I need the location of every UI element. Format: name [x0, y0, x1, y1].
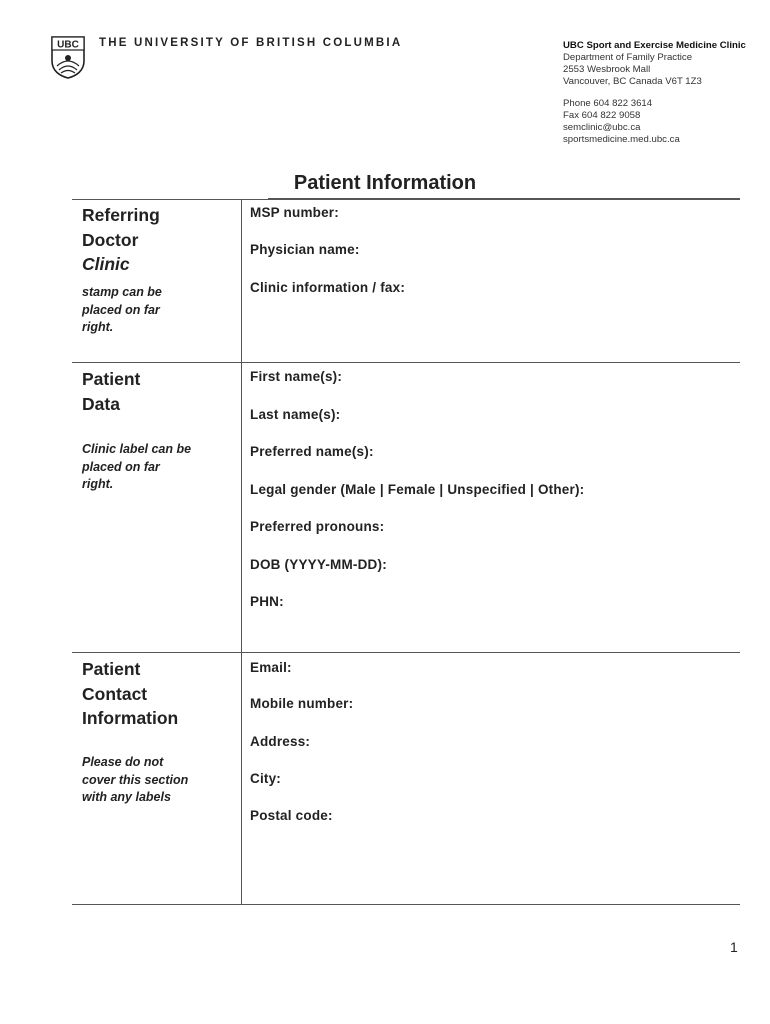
- page-title: Patient Information: [293, 172, 477, 194]
- mobile-number-field[interactable]: Mobile number:: [250, 696, 354, 711]
- university-name: THE UNIVERSITY OF BRITISH COLUMBIA: [99, 37, 403, 49]
- physician-name-field[interactable]: Physician name:: [250, 242, 360, 257]
- clinic-name: UBC Sport and Exercise Medicine Clinic: [563, 40, 746, 51]
- clinic-fax: Fax 604 822 9058: [563, 110, 641, 121]
- contact-title-line-1: Patient: [82, 659, 141, 679]
- address-line-1: 2553 Wesbrook Mall: [563, 64, 651, 75]
- address-line-2: Vancouver, BC Canada V6T 1Z3: [563, 76, 702, 87]
- address-field[interactable]: Address:: [250, 734, 311, 749]
- patient-data-note: Clinic label can be placed on far right.: [82, 442, 192, 491]
- clinic-contact-block: [563, 40, 763, 146]
- contact-title-line-2: Contact: [82, 683, 148, 704]
- department: Department of Family Practice: [563, 52, 693, 63]
- email-field[interactable]: Email:: [250, 660, 292, 675]
- table-bottom-border: [72, 904, 740, 905]
- referring-section-title: [82, 203, 160, 277]
- logo-text: UBC: [57, 39, 79, 51]
- section-divider-2: [72, 652, 740, 653]
- referring-note: stamp can be placed on far right.: [82, 285, 162, 334]
- clinic-information-fax-field[interactable]: Clinic information / fax:: [250, 280, 406, 295]
- referring-title-line-1: Referring: [82, 205, 160, 225]
- referring-title-line-3: Clinic: [82, 254, 130, 274]
- clinic-phone: Phone 604 822 3614: [563, 98, 653, 109]
- column-divider: [241, 199, 242, 904]
- dob-field[interactable]: DOB (YYYY-MM-DD):: [250, 557, 387, 572]
- contact-note: Please do not cover this section with any labels: [82, 755, 189, 804]
- page-number: 1: [730, 939, 738, 955]
- patient-data-title-line-1: Patient: [82, 369, 141, 389]
- phn-field[interactable]: PHN:: [250, 594, 284, 609]
- postal-code-field[interactable]: Postal code:: [250, 808, 333, 823]
- msp-number-field[interactable]: MSP number:: [250, 205, 339, 220]
- referring-title-line-2: Doctor: [82, 229, 139, 250]
- city-field[interactable]: City:: [250, 771, 281, 786]
- clinic-email: semclinic@ubc.ca: [563, 122, 641, 133]
- patient-data-title-line-2: Data: [82, 393, 120, 414]
- preferred-pronouns-field[interactable]: Preferred pronouns:: [250, 519, 385, 534]
- section-divider-1: [72, 362, 740, 363]
- preferred-name-field[interactable]: Preferred name(s):: [250, 444, 374, 459]
- table-top-border: [72, 199, 740, 200]
- contact-section-title: [82, 657, 178, 731]
- patient-data-section-title: [82, 367, 140, 416]
- last-name-field[interactable]: Last name(s):: [250, 407, 341, 422]
- contact-title-line-3: Information: [82, 708, 179, 728]
- clinic-website: sportsmedicine.med.ubc.ca: [563, 134, 680, 145]
- legal-gender-field[interactable]: Legal gender (Male | Female | Unspecified | Other):: [250, 482, 585, 497]
- first-name-field[interactable]: First name(s):: [250, 369, 343, 384]
- ubc-crest-logo: [50, 35, 86, 79]
